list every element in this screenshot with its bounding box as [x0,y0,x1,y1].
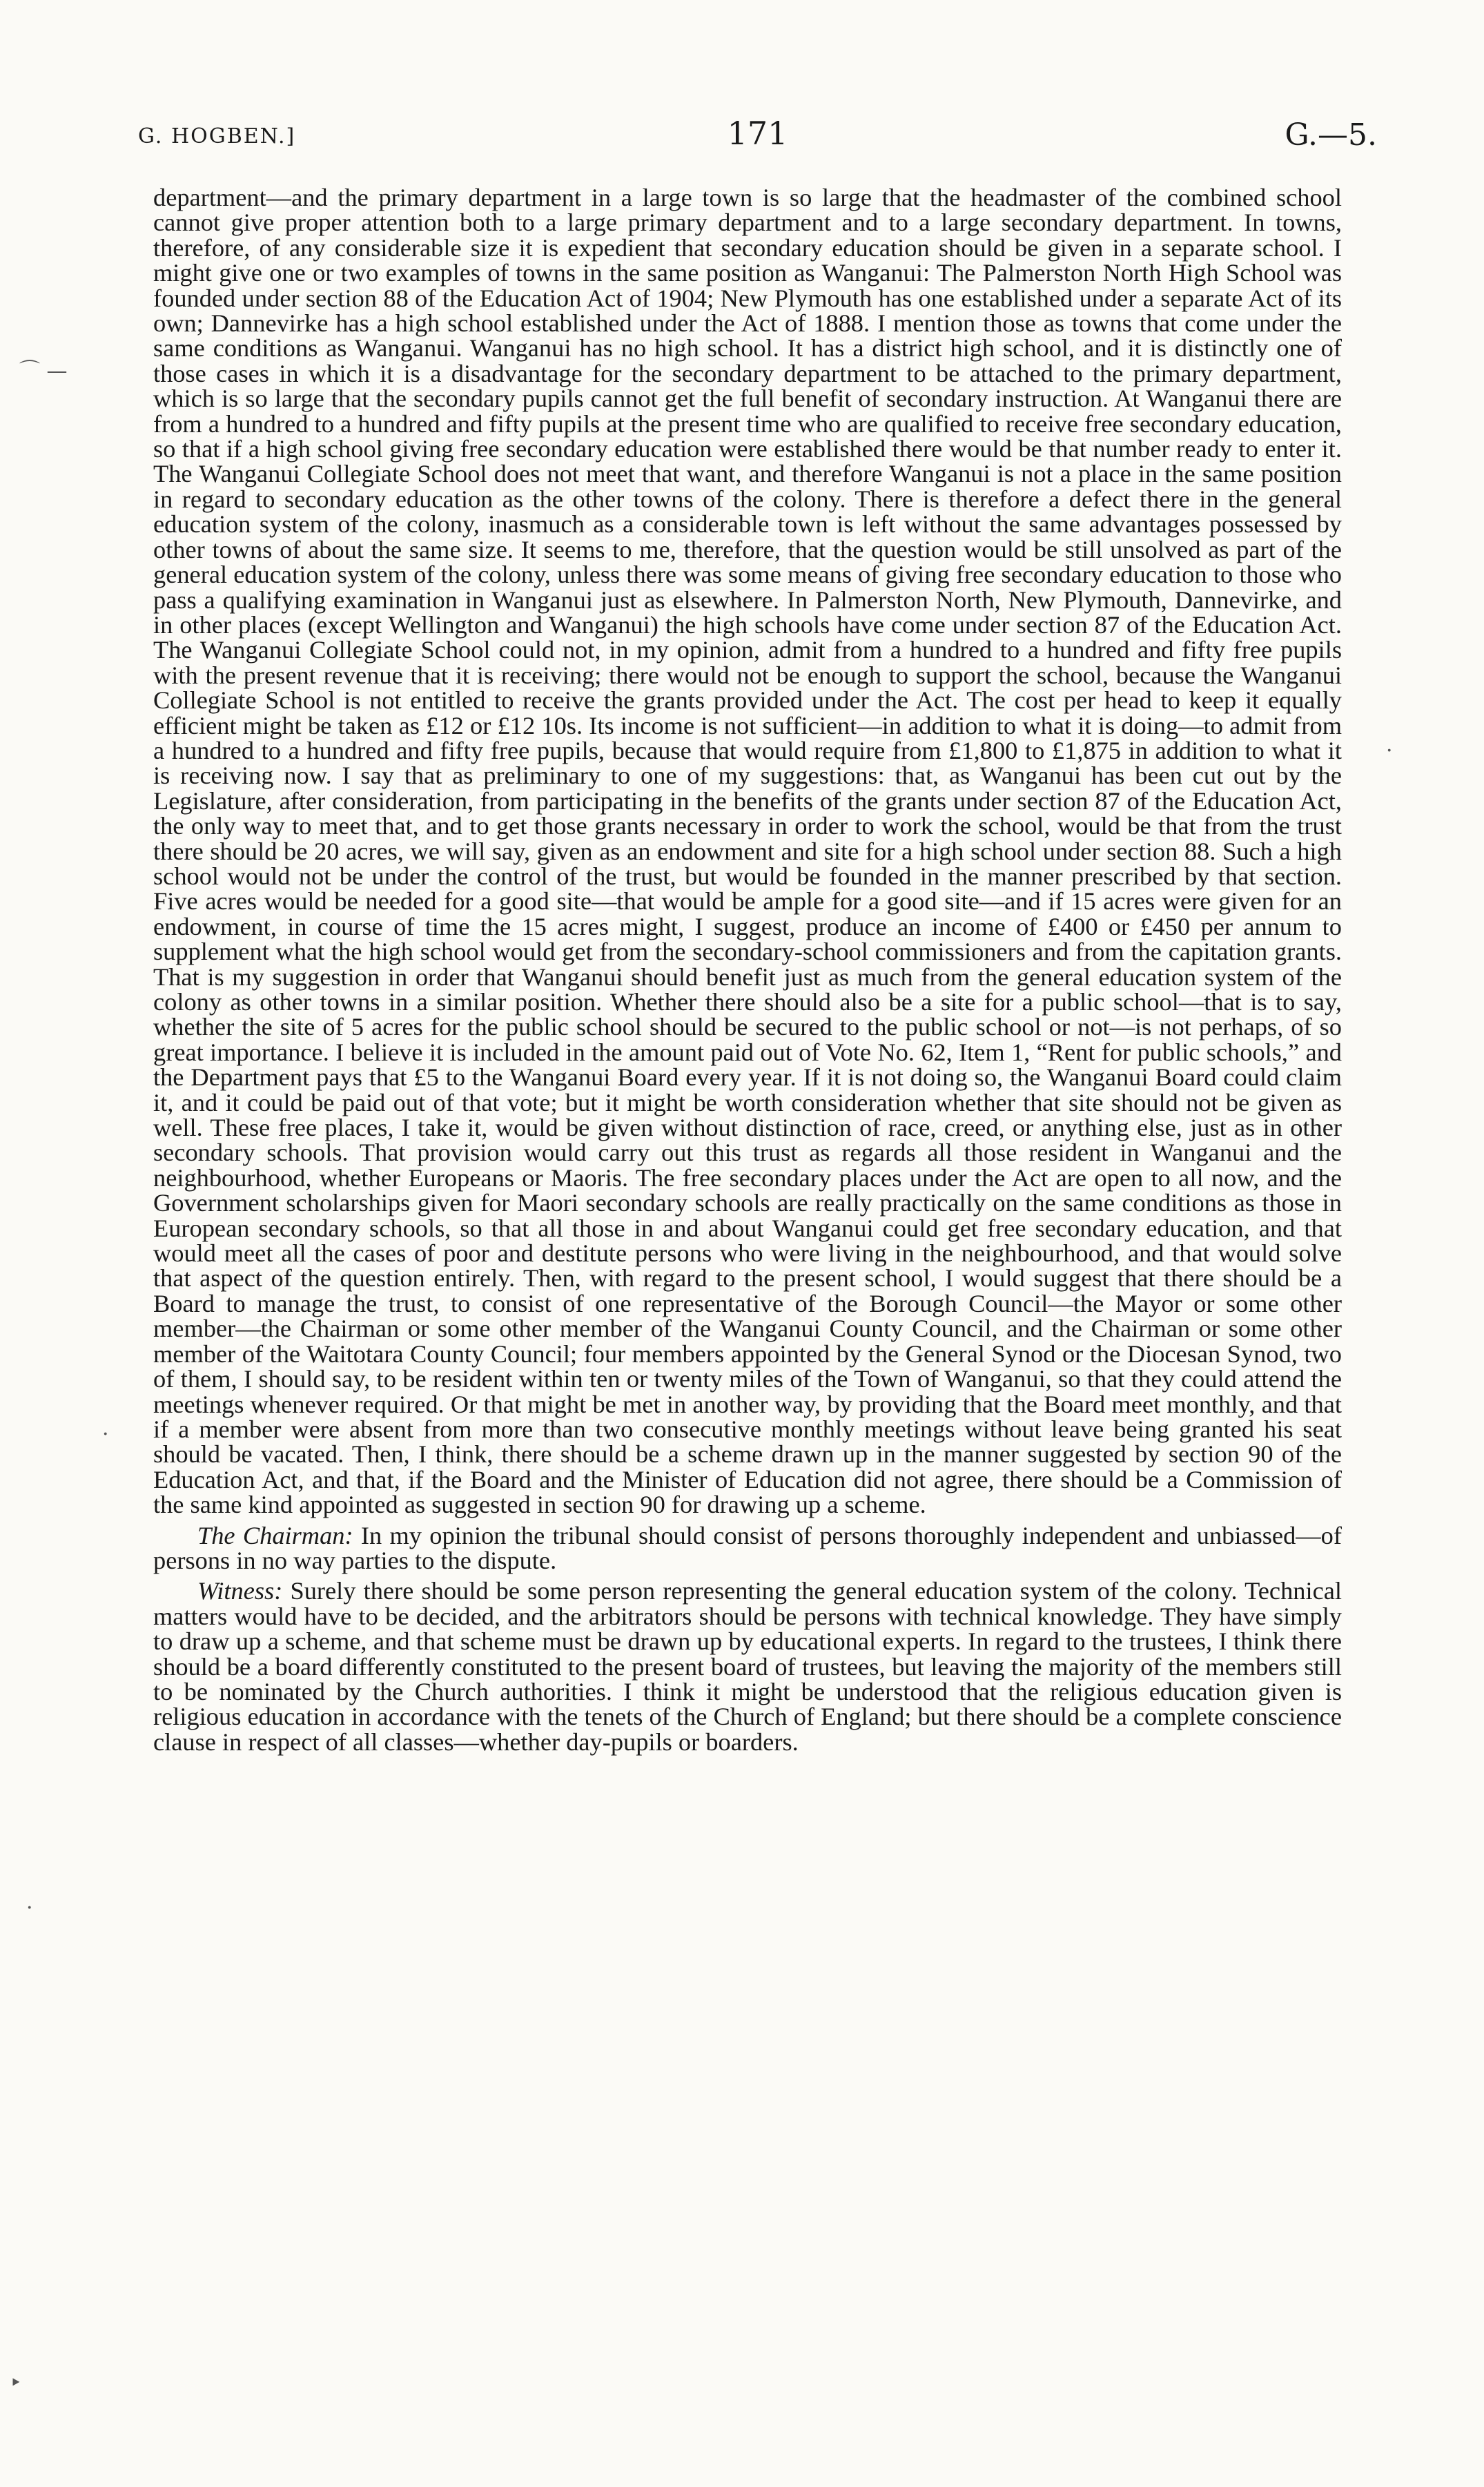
paragraph-text: In my opinion the tribunal should consist of persons thoroughly independent and unbiassed—of persons in no way parties to the dispute. [153,1521,1342,1574]
margin-mark: · [26,1896,33,1920]
body-paragraph [153,185,1342,1518]
margin-mark: · [1386,739,1393,763]
page-header [138,115,1377,156]
paragraph-text: department—and the primary department in a large town is so large that the headmaster of the combined school cannot give proper attention both to a large primary department and to a large secondary department. In towns, therefore, of any considerable size it is expedient that secondary education should be given in a separate school. I might give one or two examples of towns in the same position as Wanganui: The Palmerston North High School was founded under section 88 of the Education Act of 1904; New Plymouth has one established under a separate Act of its own; Dannevirke has a high school established under the Act of 1888. I mention those as towns that come under the same conditions as Wanganui. Wanganui has no high school. It has a district high school, and it is distinctly one of those cases in which it is a disadvantage for the secondary department to be attached to the primary department, which is so large that the secondary pupils cannot get the full benefit of secondary instruction. At Wanganui there are from a hundred to a hundred and fifty pupils at the present time who are qualified to receive free secondary education, so that if a high school giving free secondary education were established there would be that number ready to enter it. The Wanganui Collegiate School does not meet that want, and therefore Wanganui is not a place in the same position in regard to secondary education as the other towns of the colony. There is therefore a defect there in the general education system of the colony, inasmuch as a considerable town is left without the same advantages possessed by other towns of about the same size. It seems to me, therefore, that the question would be still unsolved as part of the general education system of the colony, unless there was some means of giving free secondary education to those who pass a qualifying examination in Wanganui just as elsewhere. In Palmerston North, New Plymouth, Dannevirke, and in other places (except Wellington and Wanganui) the high schools have come under section 87 of the Education Act. The Wanganui Collegiate School could not, in my opinion, admit from a hundred to a hundred and fifty free pupils with the present revenue that it is receiving; there would not be enough to support the school, because the Wanganui Collegiate School is not entitled to receive the grants provided under the Act. The cost per head to keep it equally efficient might be taken as £12 or £12 10s. Its income is not sufficient—in addition to what it is doing—to admit from a hundred to a hundred and fifty free pupils, because that would require from £1,800 to £1,875 in addition to what it is receiving now. I say that as preliminary to one of my suggestions: that, as Wanganui has been cut out by the Legislature, after consideration, from participating in the benefits of the grants under section 87 of the Education Act, the only way to meet that, and to get those grants necessary in order to work the school, would be that from the trust there should be 20 acres, we will say, given as an endowment and site for a high school under section 88. Such a high school would not be under the control of the trust, but would be founded in the manner prescribed by that section. Five acres would be needed for a good site—that would be ample for a good site—and if 15 acres were given for an endowment, in course of time the 15 acres might, I suggest, produce an income of £400 or £450 per annum to supplement what the high school would get from the secondary-school commissioners and from the capitation grants. That is my suggestion in order that Wanganui should benefit just as much from the general education system of the colony as other towns in a similar position. Whether there should also be a site for a public school—that is to say, whether the site of 5 acres for the public school should be secured to the public school or not—is not perhaps, of so great importance. I believe it is included in the amount paid out of Vote No. 62, Item 1, “Rent for public schools,” and the Department pays that £5 to the Wanganui Board every year. If it is not doing so, the Wanganui Board could claim it, and it could be paid out of that vote; but it might be worth consideration whether that site should not be given as well. These free places, I take it, would be given without distinction of race, creed, or anything else, just as in other secondary schools. That provision would carry out this trust as regards all those resident in Wanganui and the neighbourhood, whether Europeans or Maoris. The free secondary places under the Act are open to all now, and the Government scholarships given for Maori secondary schools are really practically on the same conditions as those in European secondary schools, so that all those in and about Wanganui could get free secondary education, and that would meet all the cases of poor and destitute persons who were living in the neighbourhood, and that would solve that aspect of the question entirely. Then, with regard to the present school, I would suggest that there should be a Board to manage the trust, to consist of one representative of the Borough Council—the Mayor or some other member—the Chairman or some other member of the Wanganui County Council, and the Chairman or some other member of the Waitotara County Council; four members appointed by the General Synod or the Diocesan Synod, two of them, I should say, to be resident within ten or twenty miles of the Town of Wanganui, so that they could attend the meetings whenever required. Or that might be met in another way, by providing that the Board meet monthly, and that if a member were absent from more than two consecutive monthly meetings without leave being granted his seat should be vacated. Then, I think, there should be a scheme drawn up in the manner suggested by section 90 of the Education Act, and that, if the Board and the Minister of Education did not agree, there should be a Commission of the same kind appointed as suggested in section 90 for drawing up a scheme. [153,184,1342,1519]
margin-mark: ‣ [10,2371,22,2395]
body-paragraph [153,1523,1342,1574]
running-head-author: G. HOGBEN.] [138,124,296,148]
document-reference: G.—5. [1285,117,1377,153]
paragraph-text: Surely there should be some person representing the general education system of the colony. Technical matters would have to be decided, and the arbitrators should be persons with technical knowledge. They have simply to draw up a scheme, and that scheme must be drawn up by educational experts. In regard to the trustees, I think there should be a board differently constituted to the present board of trustees, but leaving the majority of the members still to be nominated by the Church authorities. I think it might be understood that the religious education given is religious education in accordance with the tenets of the Church of England; but there should be a complete conscience clause in respect of all classes—whether day-pupils or boarders. [153,1577,1342,1756]
page-number: 171 [727,115,788,152]
margin-mark: · [102,1422,109,1446]
speaker-label: The Chairman: [197,1521,353,1549]
speaker-label: Witness: [197,1577,283,1605]
margin-mark: ⌒ — [19,359,68,383]
testimony-body [153,185,1342,1754]
body-paragraph [153,1578,1342,1754]
